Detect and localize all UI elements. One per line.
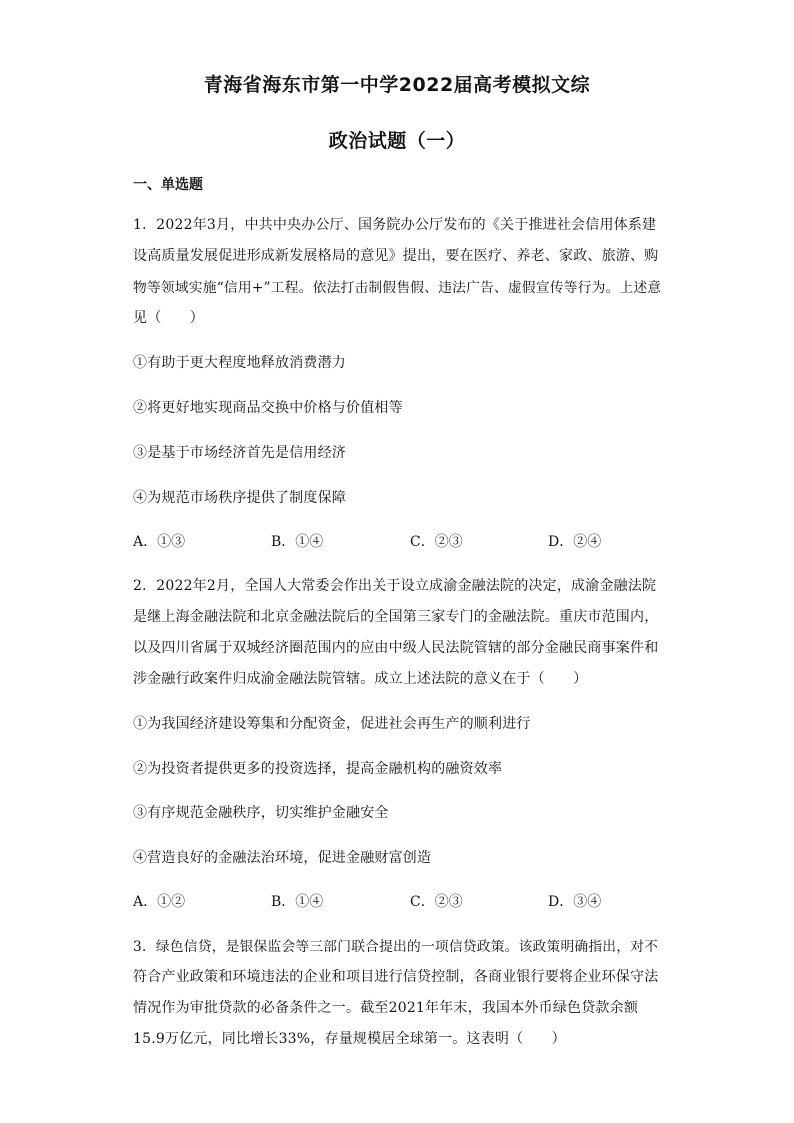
statement-2: ②将更好地实现商品交换中价格与价值相等 — [133, 400, 403, 416]
statement-4: ④营造良好的金融法治环境，促进金融财富创造 — [133, 850, 432, 866]
option-b: B．①④ — [271, 534, 324, 550]
section-heading: 一、单选题 — [133, 177, 203, 193]
question-stem-line: 2．2022年2月，全国人大常委会作出关于设立成渝金融法院的决定，成渝金融法院 — [133, 578, 657, 594]
statement-4: ④为规范市场秩序提供了制度保障 — [133, 490, 346, 506]
question-stem-line: 是继上海金融法院和北京金融法院后的全国第三家专门的金融法院。重庆市范围内， — [133, 609, 659, 625]
document-title: 青海省海东市第一中学2022届高考模拟文综 — [203, 74, 591, 96]
statement-1: ①有助于更大程度地释放消费潜力 — [133, 355, 346, 371]
question-stem-line: 3．绿色信贷，是银保监会等三部门联合提出的一项信贷政策。该政策明确指出，对不 — [133, 939, 659, 955]
statement-3: ③是基于市场经济首先是信用经济 — [133, 445, 346, 461]
option-a: A．①③ — [133, 534, 186, 550]
question-stem-line: 15.9万亿元，同比增长33%，存量规模居全球第一。这表明（ ） — [133, 1031, 566, 1047]
option-c: C．②③ — [410, 894, 463, 910]
statement-3: ③有序规范金融秩序，切实维护金融安全 — [133, 805, 389, 821]
statement-1: ①为我国经济建设筹集和分配资金，促进社会再生产的顺利进行 — [133, 716, 531, 732]
option-b: B．①④ — [271, 894, 324, 910]
option-d: D．③④ — [548, 894, 602, 910]
question-stem-line: 设高质量发展促进形成新发展格局的意见》提出，要在医疗、养老、家政、旅游、购 — [133, 248, 659, 264]
question-stem-line: 1．2022年3月，中共中央办公厅、国务院办公厅发布的《关于推进社会信用体系建 — [133, 217, 657, 233]
question-stem-line: 以及四川省属于双城经济圈范围内的应由中级人民法院管辖的部分金融民商事案件和 — [133, 640, 659, 656]
question-stem-line: 见（ ） — [133, 310, 204, 326]
option-c: C．②③ — [410, 534, 463, 550]
question-stem-line: 情况作为审批贷款的必备条件之一。截至2021年年末，我国本外币绿色贷款余额 — [133, 1000, 639, 1016]
option-d: D．②④ — [548, 534, 602, 550]
document-subtitle: 政治试题（一） — [328, 130, 466, 152]
option-a: A．①② — [133, 894, 186, 910]
question-stem-line: 符合产业政策和环境违法的企业和项目进行信贷控制，各商业银行要将企业环保守法 — [133, 969, 659, 985]
question-stem-line: 涉金融行政案件归成渝金融法院管辖。成立上述法院的意义在于（ ） — [133, 671, 588, 687]
statement-2: ②为投资者提供更多的投资选择，提高金融机构的融资效率 — [133, 761, 503, 777]
question-stem-line: 物等领域实施“信用+”工程。依法打击制假售假、违法广告、虚假宣传等行为。上述意 — [133, 280, 662, 296]
